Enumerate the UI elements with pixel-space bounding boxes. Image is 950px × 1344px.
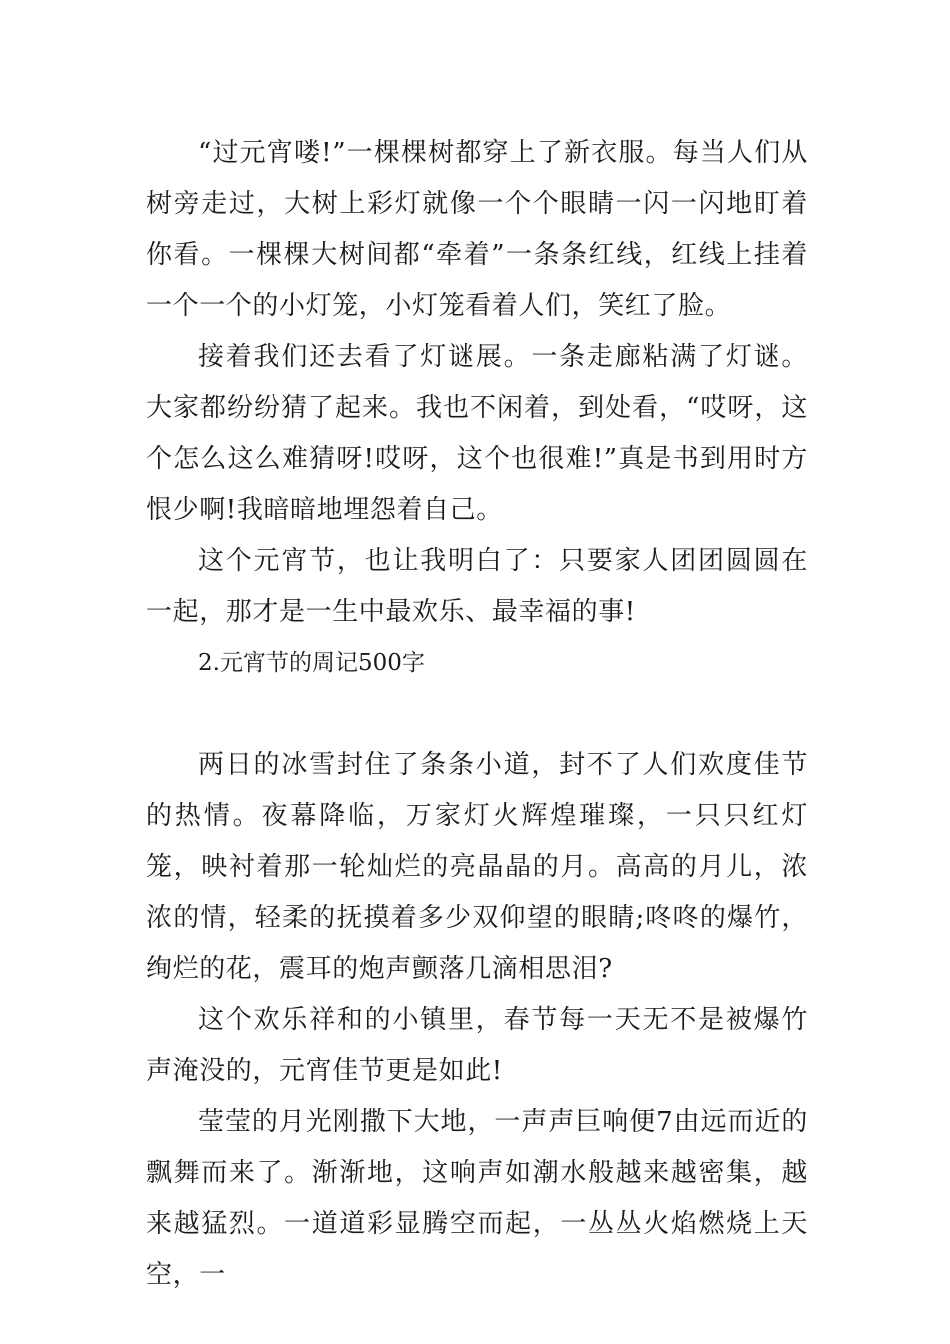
section-heading: 2.元宵节的周记500字 xyxy=(198,650,425,676)
document-page xyxy=(146,128,808,1301)
paragraph-lantern-riddles: 接着我们还去看了灯谜展。一条走廊粘满了灯谜。大家都纷纷猜了起来。我也不闲着，到处看，“哎呀，这个怎么这么难猜呀!哎呀，这个也很难!”真是书到用时方恨少啊!我暗暗地埋怨着自己。 xyxy=(146,342,808,525)
paragraph-snow-night: 两日的冰雪封住了条条小道，封不了人们欢度佳节的热情。夜幕降临，万家灯火辉煌璀璨，一只只红灯笼，映衬着那一轮灿烂的亮晶晶的月。高高的月儿，浓浓的情，轻柔的抚摸着多少双仰望的眼睛;咚咚的爆竹，绚烂的花，震耳的炮声颤落几滴相思泪? xyxy=(146,750,808,984)
paragraph-family-reunion: 这个元宵节，也让我明白了：只要家人团团圆圆在一起，那才是一生中最欢乐、最幸福的事! xyxy=(146,546,808,627)
paragraph-fireworks: 莹莹的月光刚撒下大地，一声声巨响便7由远而近的飘舞而来了。渐渐地，这响声如潮水般越来越密集，越来越猛烈。一道道彩显腾空而起，一丛丛火焰燃烧上天空，一 xyxy=(146,1107,808,1290)
paragraph-small-town: 这个欢乐祥和的小镇里，春节每一天无不是被爆竹声淹没的，元宵佳节更是如此! xyxy=(146,1005,808,1086)
paragraph-trees-lanterns: “过元宵喽!”一棵棵树都穿上了新衣服。每当人们从树旁走过，大树上彩灯就像一个个眼睛一闪一闪地盯着你看。一棵棵大树间都“牵着”一条条红线，红线上挂着一个一个的小灯笼，小灯笼看着人们，笑红了脸。 xyxy=(146,138,808,321)
section-spacer xyxy=(146,689,808,740)
